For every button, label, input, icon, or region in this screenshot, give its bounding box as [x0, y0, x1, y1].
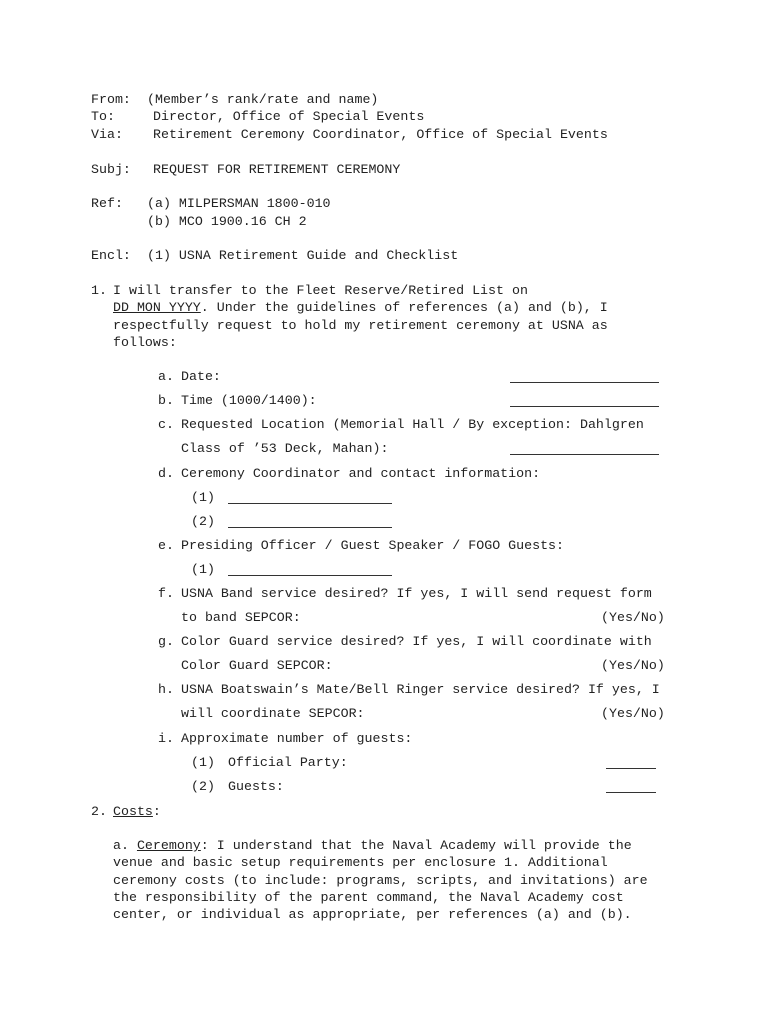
location-blank[interactable] [510, 454, 659, 455]
from-label: From: [91, 92, 131, 107]
item-d-label: Ceremony Coordinator and contact information: [181, 466, 541, 481]
item-h-label-2: will coordinate SEPCOR: [181, 706, 365, 721]
item-c-label-2: Class of ’53 Deck, Mahan): [181, 441, 389, 456]
subj-value: REQUEST FOR RETIREMENT CEREMONY [153, 162, 401, 177]
item-h-letter: h. [158, 682, 174, 697]
item-a-label: Date: [181, 369, 221, 384]
via-value: Retirement Ceremony Coordinator, Office of Special Events [153, 127, 608, 142]
item-i-label: Approximate number of guests: [181, 731, 413, 746]
para2-a-line1-rest: : I understand that the Naval Academy will provide the [200, 838, 632, 853]
bell-ringer-yes-no[interactable]: (Yes/No) [601, 706, 665, 721]
item-d-sub1: (1) [191, 490, 215, 505]
item-i-sub1: (1) [191, 755, 215, 770]
para2-number: 2. [91, 804, 107, 819]
band-yes-no[interactable]: (Yes/No) [601, 610, 665, 625]
time-blank[interactable] [510, 406, 659, 407]
item-g-label: Color Guard service desired? If yes, I will coordinate with [181, 634, 652, 649]
item-d-letter: d. [158, 466, 174, 481]
item-a-letter: a. [158, 369, 174, 384]
para1-number: 1. [91, 283, 107, 298]
para2-a-line4: the responsibility of the parent command, the Naval Academy cost [113, 890, 624, 905]
para1-line2 [113, 300, 608, 316]
item-c-letter: c. [158, 417, 174, 432]
item-h-label: USNA Boatswain’s Mate/Bell Ringer service desired? If yes, I [181, 682, 660, 697]
to-label: To: [91, 109, 115, 124]
item-e-label: Presiding Officer / Guest Speaker / FOGO Guests: [181, 538, 565, 553]
para1-line1: I will transfer to the Fleet Reserve/Retired List on [113, 283, 528, 298]
item-g-label-2: Color Guard SEPCOR: [181, 658, 333, 673]
para2-a-letter: a. [113, 838, 129, 853]
guests-blank[interactable] [606, 792, 656, 793]
ceremony-heading: Ceremony [136, 838, 201, 853]
item-i-letter: i. [158, 731, 174, 746]
encl-label: Encl: [91, 248, 131, 263]
para1-line4: follows: [113, 335, 177, 350]
date-blank[interactable] [510, 382, 659, 383]
para1-line3: respectfully request to hold my retirement ceremony at USNA as [113, 318, 608, 333]
item-c-label: Requested Location (Memorial Hall / By exception: Dahlgren [181, 417, 644, 432]
item-d-sub2: (2) [191, 514, 215, 529]
costs-heading-text: Costs [113, 804, 153, 819]
from-value: (Member’s rank/rate and name) [147, 92, 379, 107]
ref-label: Ref: [91, 196, 123, 211]
item-f-label-2: to band SEPCOR: [181, 610, 301, 625]
para2-a-line5: center, or individual as appropriate, per references (a) and (b). [113, 907, 632, 922]
presiding-officer-blank[interactable] [228, 575, 392, 576]
to-value: Director, Office of Special Events [153, 109, 425, 124]
coordinator-2-blank[interactable] [228, 527, 392, 528]
item-b-letter: b. [158, 393, 174, 408]
para2-a-line3: ceremony costs (to include: programs, scripts, and invitations) are [113, 873, 648, 888]
ref-b: (b) MCO 1900.16 CH 2 [147, 214, 307, 229]
para1-line2-rest: . Under the guidelines of references (a) and (b), I [200, 300, 608, 315]
official-party-label: Official Party: [228, 755, 348, 770]
item-e-letter: e. [158, 538, 174, 553]
retirement-date-placeholder[interactable]: DD MON YYYY [113, 300, 201, 315]
item-e-sub1: (1) [191, 562, 215, 577]
para2-a-line1 [113, 838, 632, 854]
costs-colon: : [152, 804, 161, 819]
item-i-sub2: (2) [191, 779, 215, 794]
item-f-label: USNA Band service desired? If yes, I will send request form [181, 586, 652, 601]
coordinator-1-blank[interactable] [228, 503, 392, 504]
item-f-letter: f. [158, 586, 174, 601]
encl-1: (1) USNA Retirement Guide and Checklist [147, 248, 459, 263]
subj-label: Subj: [91, 162, 131, 177]
item-b-label: Time (1000/1400): [181, 393, 317, 408]
item-g-letter: g. [158, 634, 174, 649]
costs-heading [113, 804, 161, 820]
color-guard-yes-no[interactable]: (Yes/No) [601, 658, 665, 673]
official-party-blank[interactable] [606, 768, 656, 769]
via-label: Via: [91, 127, 123, 142]
guests-label: Guests: [228, 779, 284, 794]
ref-a: (a) MILPERSMAN 1800-010 [147, 196, 331, 211]
para2-a-line2: venue and basic setup requirements per enclosure 1. Additional [113, 855, 608, 870]
